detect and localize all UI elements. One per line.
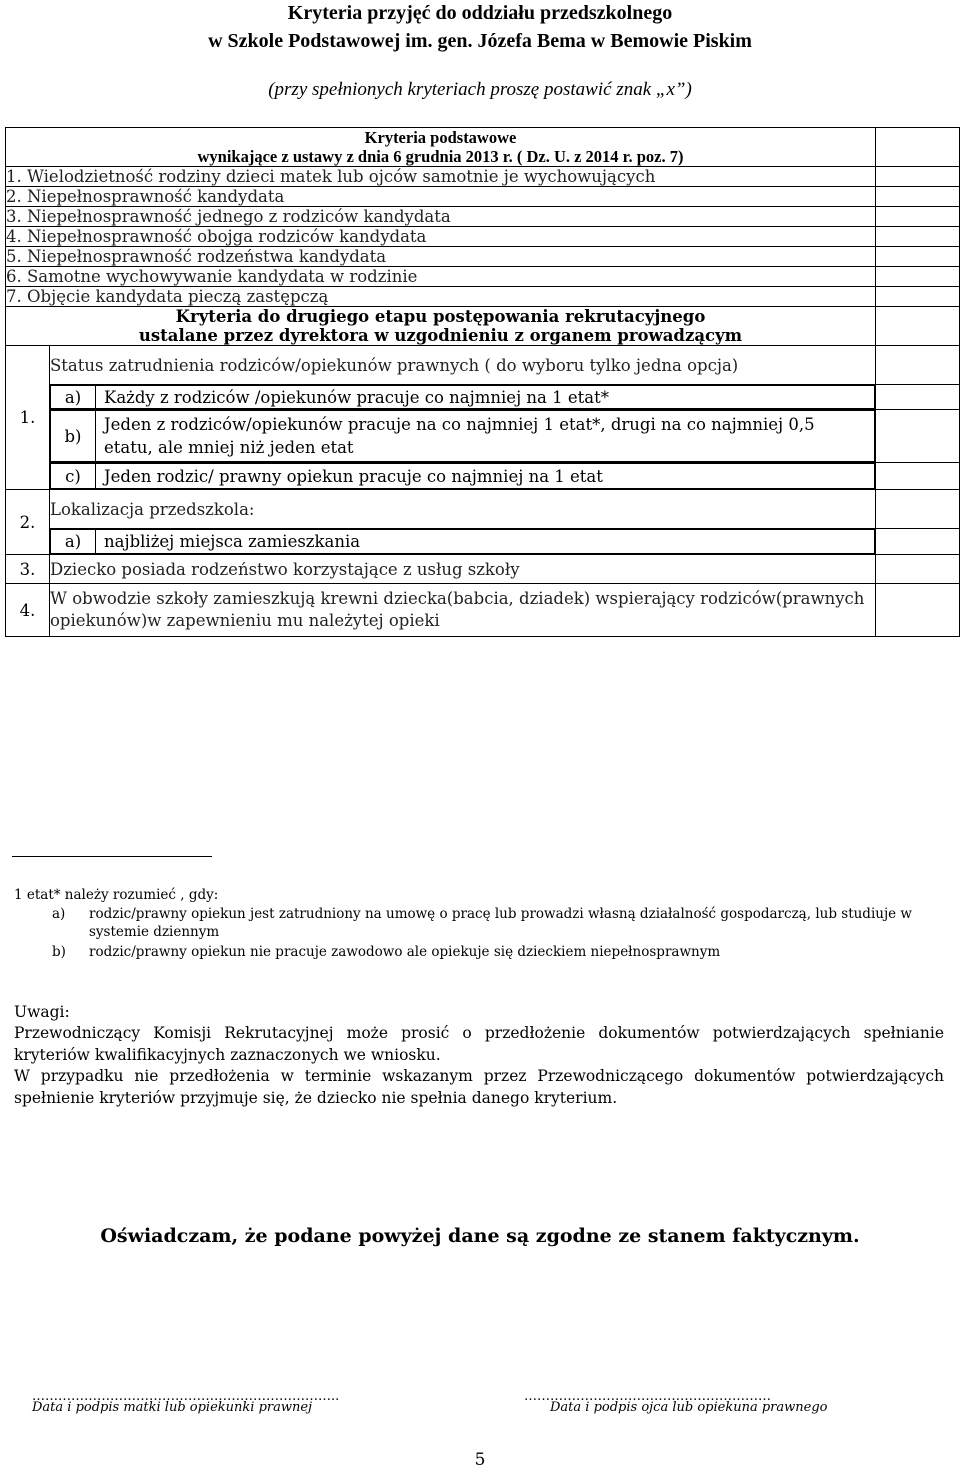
checkbox-criterion-2a[interactable] [876, 529, 960, 555]
criterion-1b-letter: b) [51, 411, 96, 462]
basic-criterion-3: 3. Niepełnosprawność jednego z rodziców kandydata [6, 207, 876, 227]
basic-heading-line1: Kryteria podstawowe [364, 128, 517, 147]
page-number: 5 [474, 1450, 486, 1470]
basic-criterion-5: 5. Niepełnosprawność rodzeństwa kandydata [6, 247, 876, 267]
checkbox-basic-7[interactable] [876, 287, 960, 307]
footnote-b-letter: b) [52, 944, 66, 960]
second-stage-heading [6, 307, 876, 346]
criterion-4-text: W obwodzie szkoły zamieszkują krewni dziecka(babcia, dziadek) wspierający rodziców(prawnych opiekunów)w zapewnieniu mu należytej opieki [50, 584, 876, 637]
footnote-intro: 1 etat* należy rozumieć , gdy: [14, 887, 219, 903]
doc-title-line1: Kryteria przyjęć do oddziału przedszkolnego [287, 2, 673, 24]
basic-criterion-2: 2. Niepełnosprawność kandydata [6, 187, 876, 207]
criteria-table [5, 127, 960, 637]
footnote-separator [12, 856, 212, 857]
father-signature-line[interactable]: ………………………………………………… [524, 1389, 771, 1404]
criterion-1-box [876, 346, 960, 385]
footnote-b-text: rodzic/prawny opiekun nie pracuje zawodowo ale opiekuje się dzieckiem niepełnosprawnym [89, 944, 721, 960]
checkbox-criterion-1a[interactable] [876, 385, 960, 410]
footnote-a-letter: a) [52, 906, 66, 922]
criterion-2-box [876, 490, 960, 529]
notes-label: Uwagi: [14, 1003, 70, 1021]
basic-criterion-4: 4. Niepełnosprawność obojga rodziców kandydata [6, 227, 876, 247]
criterion-2a-row [50, 529, 876, 555]
mother-signature-line[interactable]: …………………………………………………………….. [32, 1389, 340, 1404]
criterion-1-number: 1. [6, 346, 50, 490]
checkbox-criterion-3[interactable] [876, 555, 960, 584]
second-heading-box [876, 307, 960, 346]
mother-signature-label: Data i podpis matki lub opiekunki prawnej [32, 1400, 313, 1415]
criterion-3-text: Dziecko posiada rodzeństwo korzystające z usług szkoły [50, 555, 876, 584]
second-heading-line1: Kryteria do drugiego etapu postępowania rekrutacyjnego [175, 307, 706, 326]
checkbox-basic-3[interactable] [876, 207, 960, 227]
criterion-1a-letter: a) [51, 386, 96, 409]
criterion-2-text: Lokalizacja przedszkola: [50, 490, 876, 529]
checkbox-basic-5[interactable] [876, 247, 960, 267]
criterion-3-number: 3. [6, 555, 50, 584]
criterion-1a-row [50, 385, 876, 410]
basic-criterion-6: 6. Samotne wychowywanie kandydata w rodzinie [6, 267, 876, 287]
footnote-a-text: rodzic/prawny opiekun jest zatrudniony na umowę o pracę lub prowadzi własną działalność gospodarczą, lub studiuje w systemie dziennym [89, 906, 912, 940]
criterion-1a-text: Każdy z rodziców /opiekunów pracuje co najmniej na 1 etat* [96, 386, 875, 409]
doc-title-line2: w Szkole Podstawowej im. gen. Józefa Bema w Bemowie Piskim [208, 30, 752, 52]
basic-criteria-heading [6, 128, 876, 167]
criterion-1b-row [50, 410, 876, 463]
checkbox-criterion-1c[interactable] [876, 463, 960, 490]
criterion-2-number: 2. [6, 490, 50, 555]
checkbox-basic-1[interactable] [876, 167, 960, 187]
basic-criterion-1: 1. Wielodzietność rodziny dzieci matek lub ojców samotnie je wychowujących [6, 167, 876, 187]
checkbox-basic-6[interactable] [876, 267, 960, 287]
second-heading-line2: ustalane przez dyrektora w uzgodnieniu z organem prowadzącym [138, 326, 743, 345]
checkbox-basic-2[interactable] [876, 187, 960, 207]
father-signature-label: Data i podpis ojca lub opiekuna prawnego [550, 1400, 828, 1415]
checkbox-basic-4[interactable] [876, 227, 960, 247]
notes-paragraph-2: W przypadku nie przedłożenia w terminie wskazanym przez Przewodniczącego dokumentów potwierdzających spełnienie kryteriów przyjmuje się, że dziecko nie spełnia danego kryterium. [14, 1067, 944, 1107]
criterion-2a-text: najbliżej miejsca zamieszkania [96, 530, 875, 554]
basic-heading-box [876, 128, 960, 167]
criterion-1c-row [50, 463, 876, 490]
criterion-1b-text: Jeden z rodziców/opiekunów pracuje na co najmniej 1 etat*, drugi na co najmniej 0,5 etatu, ale mniej niż jeden etat [96, 411, 875, 462]
criterion-1c-letter: c) [51, 464, 96, 489]
instruction-text: (przy spełnionych kryteriach proszę postawić znak „x”) [268, 79, 692, 100]
declaration-statement: Oświadczam, że podane powyżej dane są zgodne ze stanem faktycznym. [100, 1225, 860, 1247]
checkbox-criterion-1b[interactable] [876, 410, 960, 463]
notes-paragraph-1: Przewodniczący Komisji Rekrutacyjnej może prosić o przedłożenie dokumentów potwierdzających spełnianie kryteriów kwalifikacyjnych zaznaczonych we wniosku. [14, 1024, 944, 1064]
criterion-4-number: 4. [6, 584, 50, 637]
criterion-1-text: Status zatrudnienia rodziców/opiekunów prawnych ( do wyboru tylko jedna opcja) [50, 346, 876, 385]
basic-heading-line2: wynikające z ustawy z dnia 6 grudnia 2013 r. ( Dz. U. z 2014 r. poz. 7) [197, 147, 684, 166]
criterion-2a-letter: a) [51, 530, 96, 554]
criterion-1c-text: Jeden rodzic/ prawny opiekun pracuje co najmniej na 1 etat [96, 464, 875, 489]
basic-criterion-7: 7. Objęcie kandydata pieczą zastępczą [6, 287, 876, 307]
checkbox-criterion-4[interactable] [876, 584, 960, 637]
